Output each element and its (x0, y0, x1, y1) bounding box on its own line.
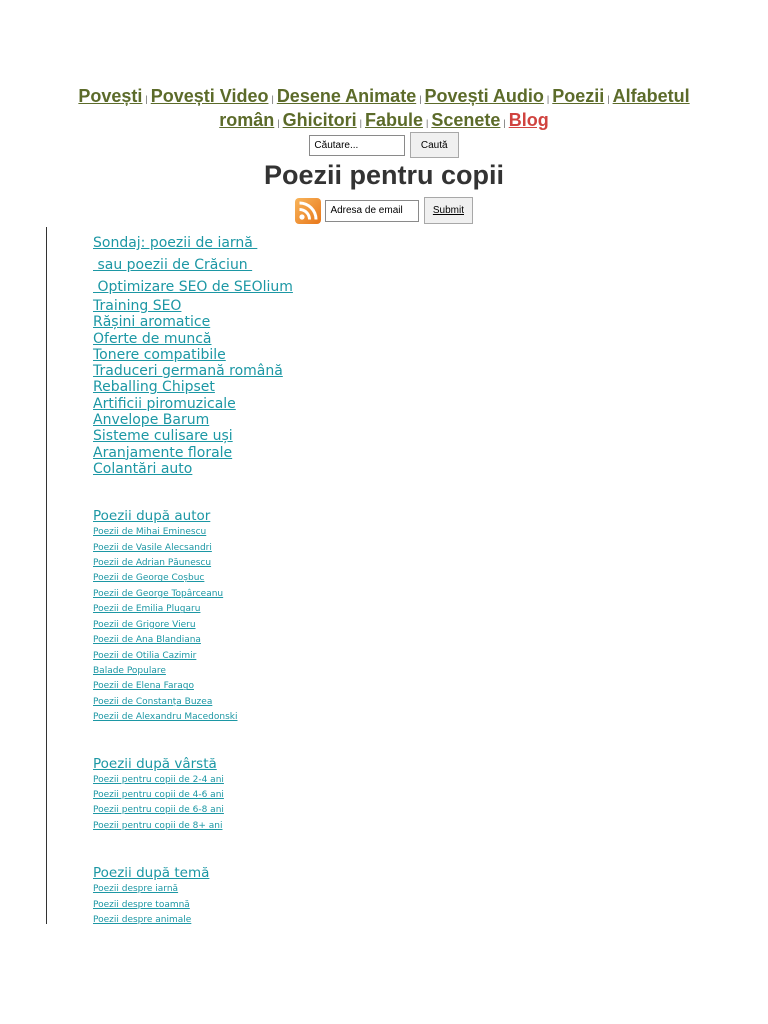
ad-link[interactable]: Anvelope Barum (93, 412, 210, 429)
page-title: Poezii pentru copii (263, 160, 505, 190)
link-column (93, 232, 493, 928)
sponsored-link[interactable]: Optimizare SEO de SEOlium (93, 279, 293, 295)
nav-separator: | (503, 118, 506, 128)
section-link[interactable]: Poezii despre toamnă (93, 899, 190, 910)
ad-link[interactable]: Colantări auto (93, 460, 193, 477)
section-link[interactable]: Poezii pentru copii de 4-6 ani (93, 789, 224, 800)
sidebar-divider (46, 227, 47, 924)
submit-button-label: Submit (432, 205, 465, 216)
nav-separator: | (277, 118, 280, 128)
ad-link[interactable]: Traduceri germană română (93, 363, 283, 380)
ad-link[interactable]: Rășini aromatice (93, 314, 211, 331)
search-button[interactable]: Caută (410, 132, 459, 158)
email-subscribe-form (0, 197, 768, 224)
section-heading-link[interactable]: Poezii după autor (93, 508, 211, 525)
submit-button[interactable] (424, 197, 473, 224)
ad-link[interactable]: Oferte de muncă (93, 330, 212, 347)
email-field[interactable] (325, 200, 419, 222)
section-link[interactable]: Poezii de Constanța Buzea (93, 696, 213, 707)
section-link[interactable]: Poezii pentru copii de 2-4 ani (93, 774, 224, 785)
nav-separator: | (426, 118, 429, 128)
nav-separator: | (607, 94, 610, 104)
nav-link-blog[interactable]: Blog (508, 110, 549, 130)
section-link[interactable]: Poezii de George Topârceanu (93, 588, 224, 599)
sponsored-link[interactable]: Sondaj: poezii de iarnă (93, 235, 258, 251)
section-link[interactable]: Poezii de Vasile Alecsandri (93, 542, 212, 553)
section-link[interactable]: Poezii de Ana Blandiana (93, 635, 201, 646)
ad-link[interactable]: Artificii piromuzicale (93, 395, 236, 412)
ad-link[interactable]: Training SEO (93, 298, 182, 314)
section-link[interactable]: Poezii de George Coșbuc (93, 573, 205, 584)
nav-separator: | (145, 94, 148, 104)
rss-icon[interactable] (295, 198, 321, 224)
section-link[interactable]: Poezii pentru copii de 8+ ani (93, 820, 223, 831)
nav-link-povesti-video[interactable]: Povești Video (150, 86, 269, 106)
ad-link[interactable]: Aranjamente florale (93, 444, 233, 461)
section-link[interactable]: Poezii pentru copii de 6-8 ani (93, 805, 224, 816)
nav-link-desene-animate[interactable]: Desene Animate (276, 86, 417, 106)
section-link[interactable]: Balade Populare (93, 665, 166, 676)
ad-link[interactable]: Sisteme culisare uși (93, 428, 233, 445)
sponsored-link[interactable]: sau poezii de Crăciun (93, 257, 253, 273)
nav-link-alfabetul-roman[interactable]: Alfabetul român (219, 86, 690, 130)
nav-separator: | (359, 118, 362, 128)
ad-link[interactable]: Tonere compatibile (93, 346, 226, 363)
nav-link-ghicitori[interactable]: Ghicitori (282, 110, 357, 130)
nav-link-povesti[interactable]: Povești (78, 86, 143, 106)
search-input[interactable] (309, 135, 405, 156)
nav-link-fabule[interactable]: Fabule (364, 110, 423, 130)
section-link[interactable]: Poezii despre animale (93, 914, 192, 925)
nav-separator: | (271, 94, 274, 104)
nav-link-povesti-audio[interactable]: Povești Audio (424, 86, 544, 106)
section-link[interactable]: Poezii de Alexandru Macedonski (93, 712, 238, 723)
nav-link-scenete[interactable]: Scenete (431, 110, 501, 130)
nav-link-poezii[interactable]: Poezii (552, 86, 605, 106)
section-link[interactable]: Poezii de Otilia Cazimir (93, 650, 197, 661)
ad-link[interactable]: Reballing Chipset (93, 379, 215, 396)
section-link[interactable]: Poezii de Grigore Vieru (93, 619, 196, 630)
nav-separator: | (419, 94, 422, 104)
section-link[interactable]: Poezii de Emilia Plugaru (93, 604, 201, 615)
section-link[interactable]: Poezii de Mihai Eminescu (93, 527, 207, 538)
nav-separator: | (546, 94, 550, 104)
section-heading-link[interactable]: Poezii după temă (93, 865, 210, 882)
search-form (0, 132, 768, 158)
section-link[interactable]: Poezii de Elena Farago (93, 681, 194, 692)
section-heading-link[interactable]: Poezii după vârstă (93, 755, 217, 772)
section-link[interactable]: Poezii despre iarnă (93, 884, 179, 895)
section-link[interactable]: Poezii de Adrian Păunescu (93, 558, 212, 569)
top-navigation (60, 86, 708, 134)
